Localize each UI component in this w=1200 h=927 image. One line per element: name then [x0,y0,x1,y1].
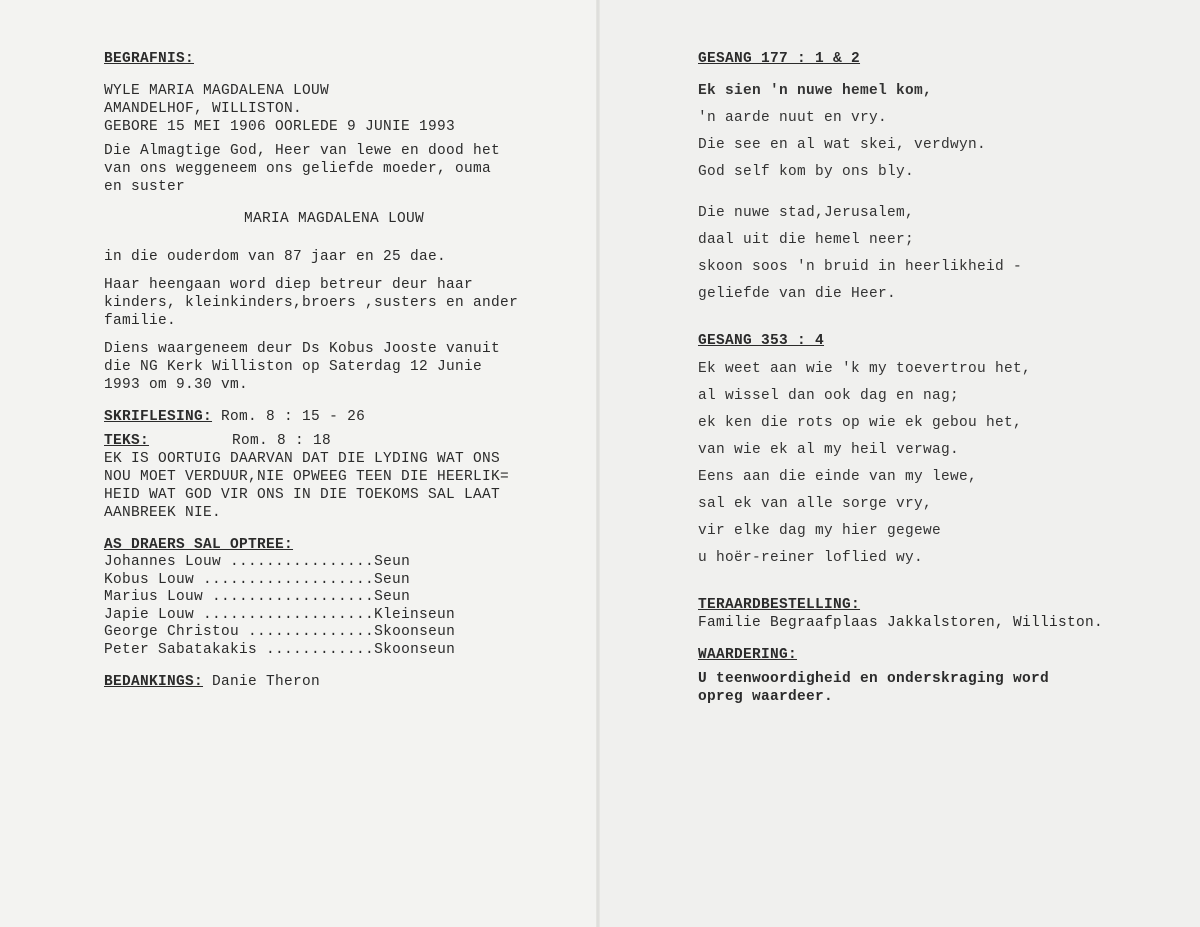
draers-heading: AS DRAERS SAL OPTREE: [104,537,294,553]
teks-line: EK IS OORTUIG DAARVAN DAT DIE LYDING WAT ONS [104,451,501,467]
name-center: MARIA MAGDALENA LOUW [243,211,425,227]
bearer-relation: Seun [374,554,411,570]
bearer-name: Marius Louw [104,589,213,605]
hymn-line: Ek sien 'n nuwe hemel kom, [698,83,933,99]
bearer-name: Peter Sabatakakis [104,641,267,658]
bearer-dots: .............. [248,624,375,640]
page-fold [596,0,600,927]
hymn-line: Eens aan die einde van my lewe, [698,469,978,485]
hymn-line: van wie ek al my heil verwag. [698,442,960,458]
teks-value: Rom. 8 : 18 [232,433,332,449]
bearer-row [104,624,574,642]
age-line: in die ouderdom van 87 jaar en 25 dae. [104,249,447,265]
intro-line: Die Almagtige God, Heer van lewe en dood het [104,143,501,159]
hymn-line: sal ek van alle sorge vry, [698,496,933,512]
service-line: Diens waargeneem deur Ds Kobus Jooste vanuit [104,341,501,357]
hymn-line: Die nuwe stad,Jerusalem, [698,205,915,221]
begrafnis-heading: BEGRAFNIS: [104,51,195,67]
skriflesing-label: SKRIFLESING: [104,409,213,425]
service-line: die NG Kerk Williston op Saterdag 12 Junie [104,359,483,375]
hymn-line: geliefde van die Heer. [698,286,897,302]
bedankings-label: BEDANKINGS: [104,674,204,690]
bearer-dots: ................... [203,571,375,588]
intro-line: en suster [104,179,186,195]
right-column [698,50,1178,706]
hymn-line: skoon soos 'n bruid in heerlikheid - [698,259,1023,275]
skriflesing-row [104,408,574,426]
bearer-dots: ................... [203,606,375,623]
skriflesing-value: Rom. 8 : 15 - 26 [221,409,366,425]
hymn-line: ek ken die rots op wie ek gebou het, [698,415,1023,431]
teraardbestelling-value: Familie Begraafplaas Jakkalstoren, Williston. [698,615,1104,631]
bearer-name: Johannes Louw [104,554,231,570]
deceased-line: WYLE MARIA MAGDALENA LOUW [104,83,330,99]
teks-line: AANBREEK NIE. [104,505,222,521]
waardering-line: opreg waardeer. [698,689,834,705]
bearer-relation: Skoonseun [374,624,456,640]
hymn-line: daal uit die hemel neer; [698,232,915,248]
mourned-line: familie. [104,313,177,329]
dates-line: GEBORE 15 MEI 1906 OORLEDE 9 JUNIE 1993 [104,119,456,135]
hymn-line: u hoër-reiner loflied wy. [698,550,924,566]
hymn-line: 'n aarde nuut en vry. [698,110,888,126]
bearer-row [104,572,574,590]
teraardbestelling-heading: TERAARDBESTELLING: [698,597,861,613]
hymn-line: vir elke dag my hier gegewe [698,523,942,539]
bearer-relation: Seun [374,589,411,605]
bearer-row [104,607,574,625]
bearer-row [104,589,574,607]
hymn-line: God self kom by ons bly. [698,164,915,180]
bearer-row [104,642,574,660]
hymn-line: Die see en al wat skei, verdwyn. [698,137,987,153]
mourned-line: kinders, kleinkinders,broers ,susters en ander [104,295,519,311]
bearer-dots: .................. [212,589,375,605]
waardering-heading: WAARDERING: [698,647,798,663]
intro-line: van ons weggeneem ons geliefde moeder, ouma [104,161,492,177]
address-line: AMANDELHOF, WILLISTON. [104,101,303,117]
bearer-name: George Christou [104,624,249,640]
bearer-relation: Kleinseun [374,606,456,623]
waardering-line: U teenwoordigheid en onderskraging word [698,671,1050,687]
bearer-name: Kobus Louw [104,571,204,588]
bearer-dots: ............ [266,641,375,658]
teks-label: TEKS: [104,433,150,449]
bedankings-row [104,673,574,691]
bearer-relation: Seun [374,571,411,588]
hymn-line: Ek weet aan wie 'k my toevertrou het, [698,361,1032,377]
teks-line: HEID WAT GOD VIR ONS IN DIE TOEKOMS SAL LAAT [104,487,501,503]
bedankings-value: Danie Theron [212,674,321,690]
bearer-name: Japie Louw [104,606,204,623]
bearer-row [104,554,574,572]
service-line: 1993 om 9.30 vm. [104,377,249,393]
teks-line: NOU MOET VERDUUR,NIE OPWEEG TEEN DIE HEERLIK= [104,469,510,485]
left-column [104,50,574,691]
teks-row [104,432,574,450]
hymn-line: al wissel dan ook dag en nag; [698,388,960,404]
gesang1-heading: GESANG 177 : 1 & 2 [698,51,861,67]
mourned-line: Haar heengaan word diep betreur deur haar [104,277,474,293]
bearer-relation: Skoonseun [374,641,456,658]
bearer-dots: ................ [230,554,375,570]
gesang2-heading: GESANG 353 : 4 [698,333,825,349]
